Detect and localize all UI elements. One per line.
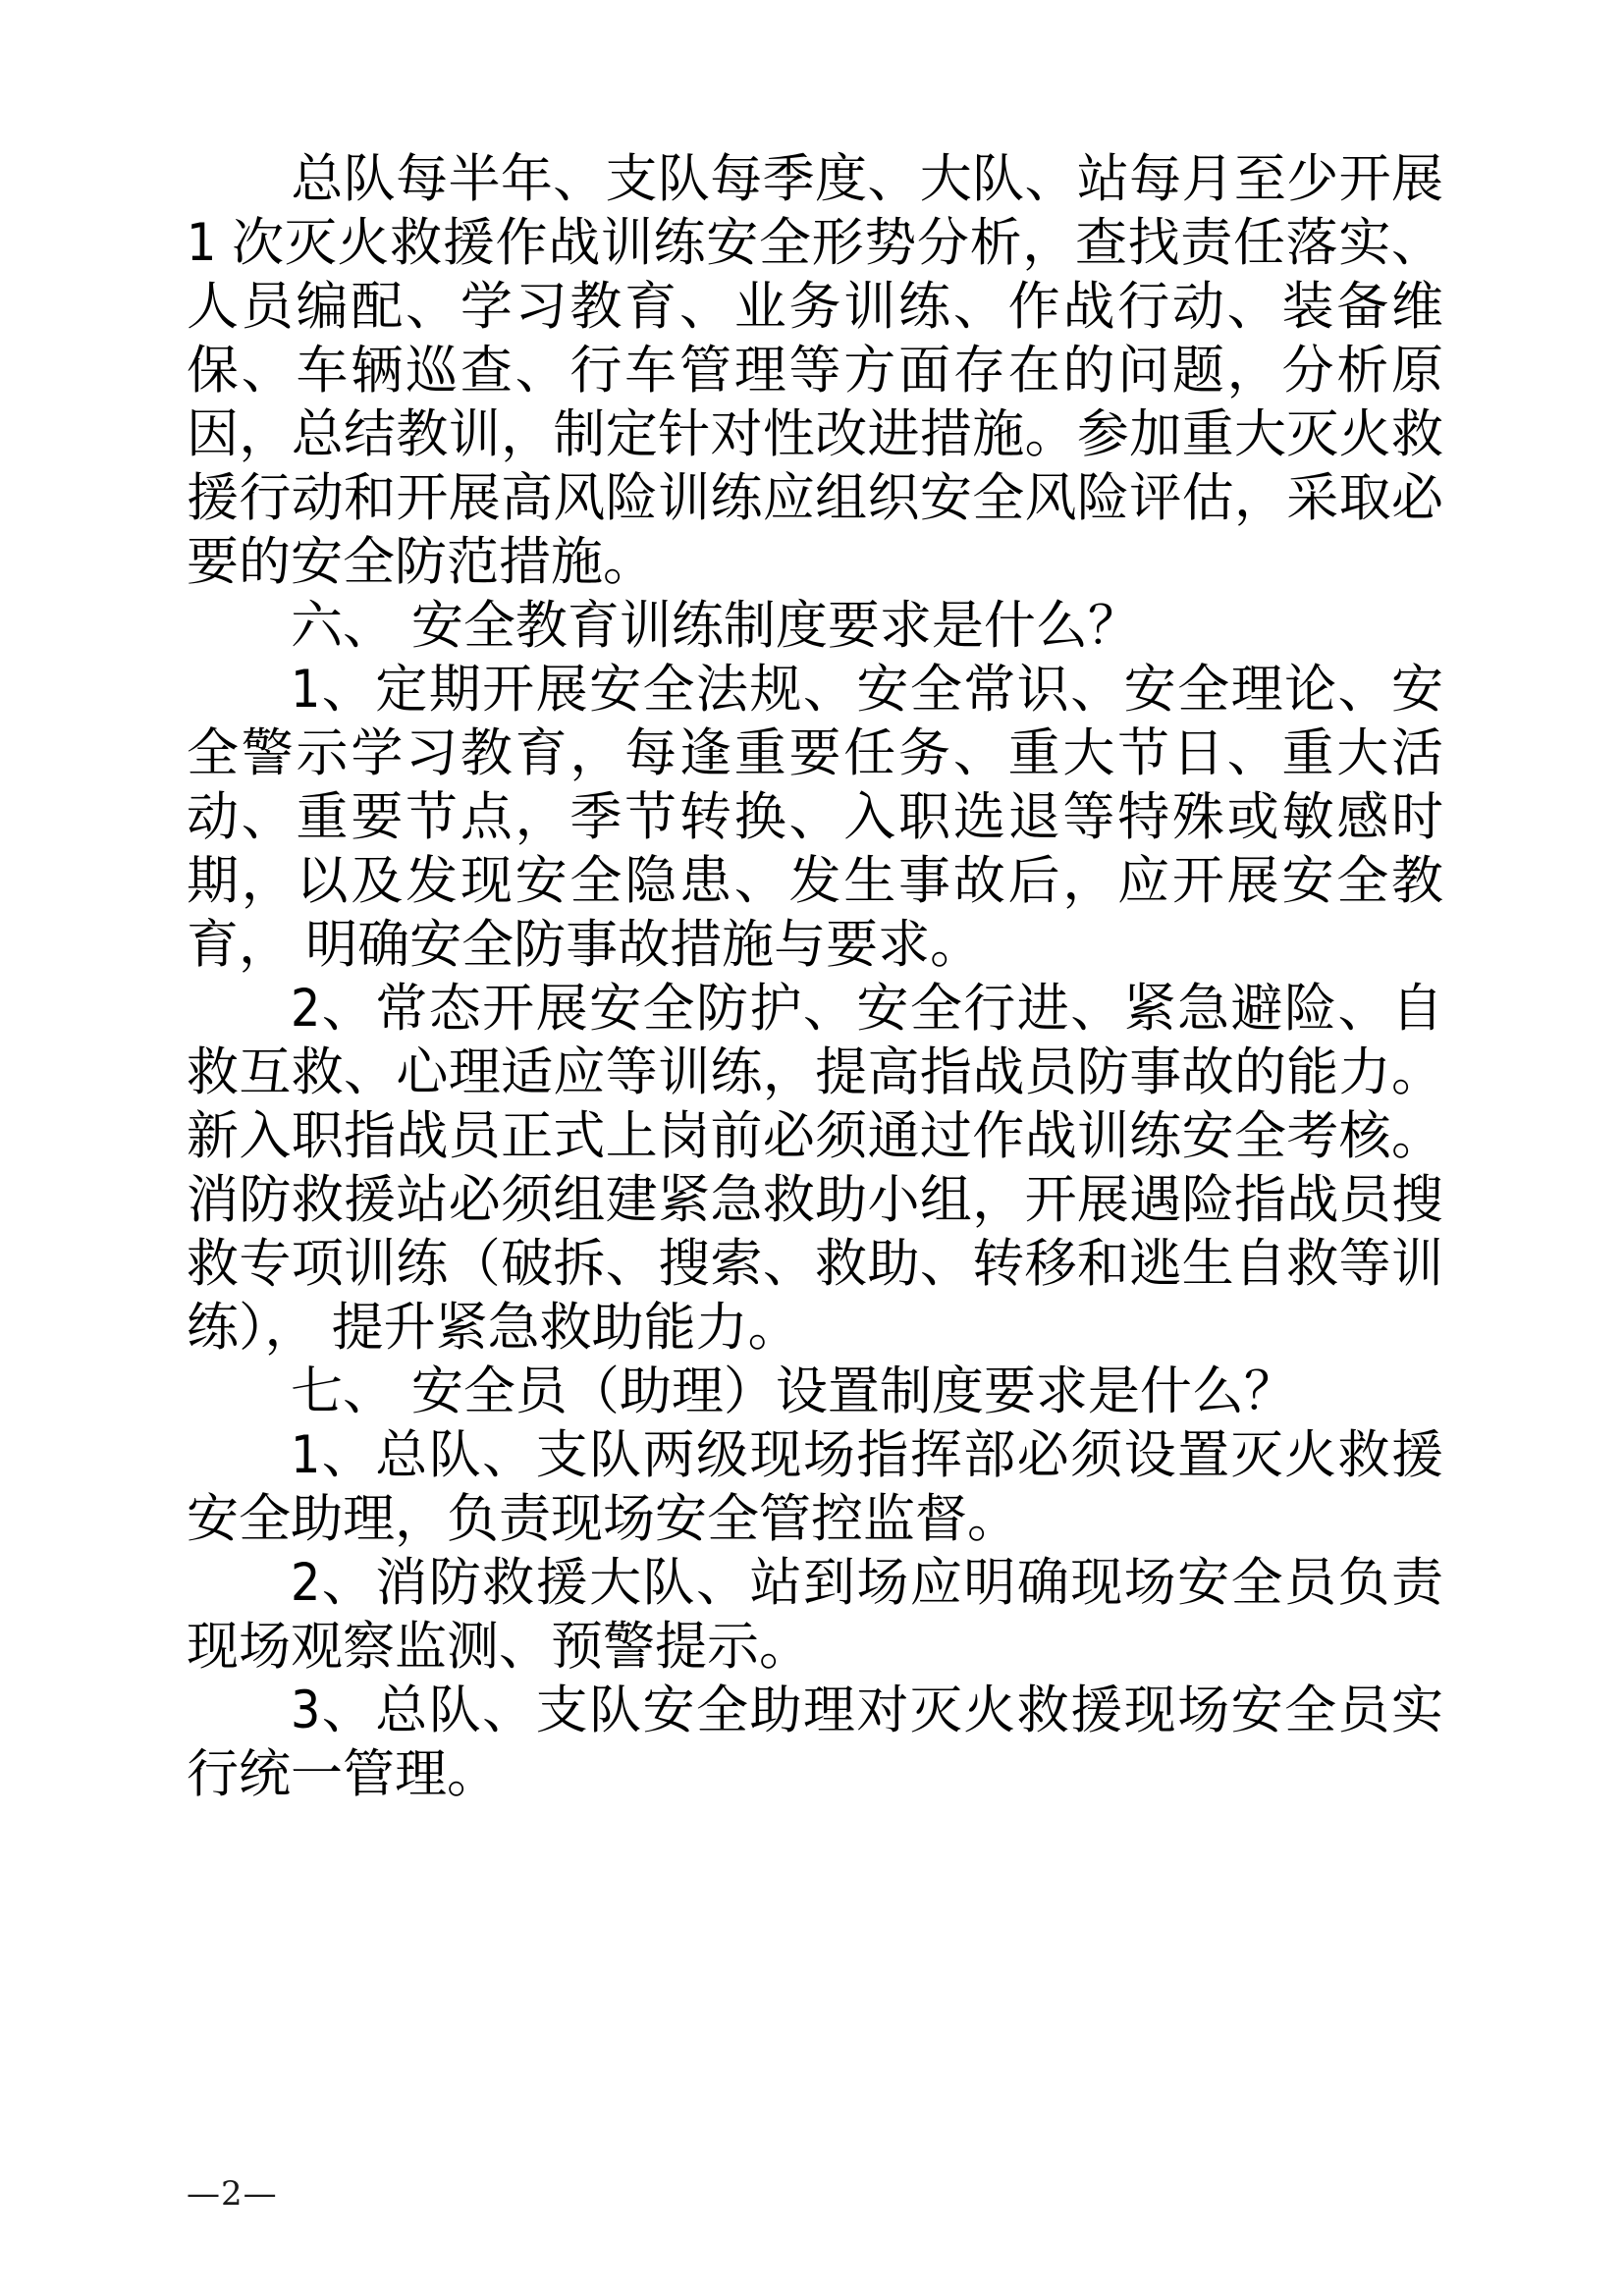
section-seven-item-2-text: 2、消防救援大队、站到场应明确现场安全员负责现场观察监测、预警提示。	[187, 1553, 1443, 1677]
section-heading-seven-text: 七、 安全员（助理）设置制度要求是什么？	[291, 1362, 1296, 1421]
section-six-item-2	[187, 977, 1443, 1360]
section-heading-six-text: 六、 安全教育训练制度要求是什么？	[291, 596, 1140, 656]
section-seven-item-2	[187, 1551, 1443, 1679]
section-six-item-2-text: 2、常态开展安全防护、安全行进、紧急避险、自救互救、心理适应等训练，提高指战员防事故的能力。新入职指战员正式上岗前必须通过作战训练安全考核。消防救援站必须组建紧急救助小组，开展遇险指战员搜救专项训练（破拆、搜索、救助、转移和逃生自救等训练）， 提升紧急救助能力。	[187, 979, 1443, 1358]
document-body	[187, 147, 1443, 1806]
section-seven-item-1-text: 1、总队、支队两级现场指挥部必须设置灭火救援安全助理，负责现场安全管控监督。	[187, 1425, 1443, 1549]
paragraph-text: 总队每半年、支队每季度、大队、站每月至少开展 1 次灭火救援作战训练安全形势分析，查找责任落实、人员编配、学习教育、业务训练、作战行动、装备维保、车辆巡查、行车管理等方面存在的问题，分析原因，总结教训，制定针对性改进措施。参加重大灭火救援行动和开展高风险训练应组织安全风险评估，采取必要的安全防范措施。	[187, 149, 1443, 592]
section-seven-item-1	[187, 1423, 1443, 1551]
page-number: —2—	[187, 2174, 278, 2214]
section-seven-item-3	[187, 1679, 1443, 1806]
page-footer	[187, 2174, 1443, 2214]
section-heading-six	[187, 594, 1443, 658]
section-six-item-1	[187, 658, 1443, 977]
paragraph-training-safety-analysis	[187, 147, 1443, 594]
section-six-item-1-text: 1、定期开展安全法规、安全常识、安全理论、安全警示学习教育，每逢重要任务、重大节日、重大活动、重要节点，季节转换、入职选退等特殊或敏感时期，以及发现安全隐患、发生事故后，应开展安全教育， 明确安全防事故措施与要求。	[187, 660, 1443, 975]
section-heading-seven	[187, 1360, 1443, 1423]
section-seven-item-3-text: 3、总队、支队安全助理对灭火救援现场安全员实行统一管理。	[187, 1681, 1443, 1804]
